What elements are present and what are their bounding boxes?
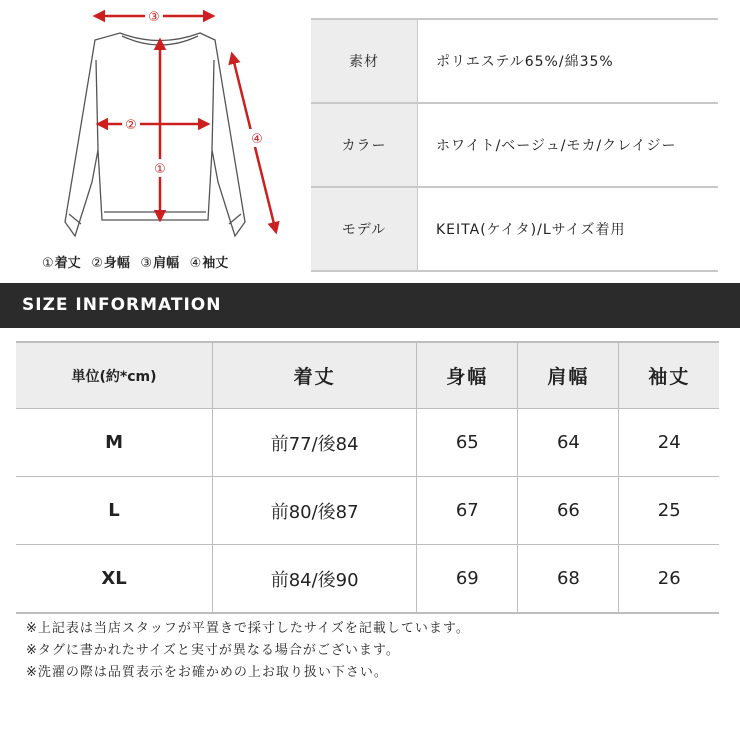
cell-length: 前80/後87 [213,477,417,545]
header-sleeve-length: 袖丈 [619,342,719,409]
size-table-header [16,342,719,409]
cell-length: 前84/後90 [213,545,417,614]
info-value: ホワイト/ベージュ/モカ/クレイジー [418,103,719,187]
cell-sleeve-length: 26 [619,545,719,614]
info-label: カラー [311,103,418,187]
info-row-model [311,187,718,271]
header-body-width: 身幅 [417,342,518,409]
legend-item: ②身幅 [91,256,130,271]
measurement-legend [42,252,234,271]
cell-body-width: 67 [417,477,518,545]
header-length: 着丈 [213,342,417,409]
header-shoulder-width: 肩幅 [518,342,619,409]
garment-diagram [0,0,290,280]
info-row-material [311,19,718,103]
info-row-color [311,103,718,187]
info-value: KEITA(ケイタ)/Lサイズ着用 [418,187,719,271]
note-line: ※上記表は当店スタッフが平置きで採寸したサイズを記載しています。 [26,621,470,636]
note-line: ※タグに書かれたサイズと実寸が異なる場合がございます。 [26,643,400,658]
size-information-banner [0,283,740,328]
size-table [16,341,719,614]
marker-width: ② [125,118,137,133]
legend-item: ①着丈 [42,256,81,271]
cell-body-width: 65 [417,409,518,477]
marker-length: ① [154,162,166,177]
size-row-m [16,409,719,477]
cell-length: 前77/後84 [213,409,417,477]
info-label: モデル [311,187,418,271]
note-line: ※洗濯の際は品質表示をお確かめの上お取り扱い下さい。 [26,665,388,680]
banner-title: SIZE INFORMATION [22,295,222,315]
size-row-xl [16,545,719,614]
header-unit: 単位(約*cm) [16,342,213,409]
product-info-table [311,18,718,272]
legend-item: ④袖丈 [189,256,229,271]
size-label: XL [16,545,213,614]
cell-body-width: 69 [417,545,518,614]
cell-sleeve-length: 25 [619,477,719,545]
cell-sleeve-length: 24 [619,409,719,477]
sweatshirt-outline [65,33,245,236]
marker-sleeve: ④ [251,132,263,147]
notes [26,618,470,684]
marker-shoulder: ③ [148,10,160,25]
legend-item: ③肩幅 [140,256,180,271]
cell-shoulder-width: 64 [518,409,619,477]
size-label: M [16,409,213,477]
cell-shoulder-width: 68 [518,545,619,614]
info-value: ポリエステル65%/綿35% [418,19,719,103]
info-label: 素材 [311,19,418,103]
cell-shoulder-width: 66 [518,477,619,545]
size-row-l [16,477,719,545]
size-label: L [16,477,213,545]
